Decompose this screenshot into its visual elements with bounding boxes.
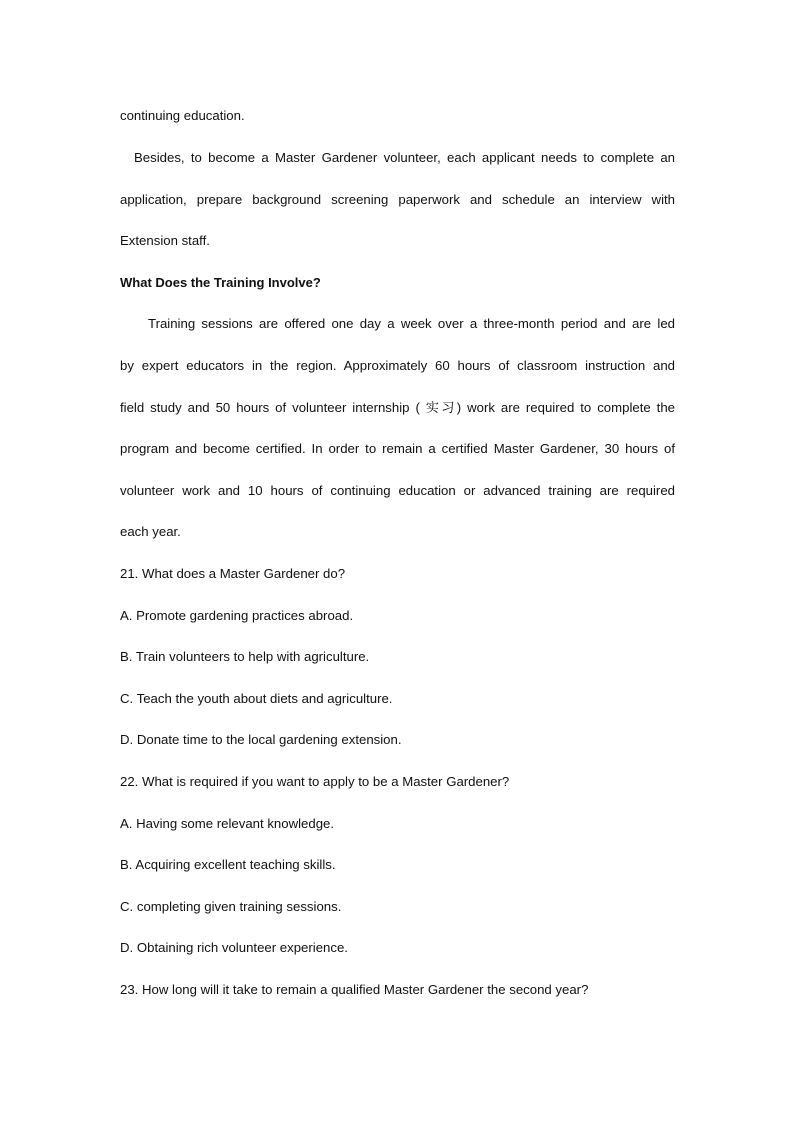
question-21-option-a: A. Promote gardening practices abroad.	[120, 608, 354, 623]
section-heading: What Does the Training Involve?	[120, 275, 321, 290]
paragraph-line: application, prepare background screening paperwork and schedule an interview with	[120, 192, 675, 207]
question-22-option-b: B. Acquiring excellent teaching skills.	[120, 857, 336, 872]
paragraph-line: volunteer work and 10 hours of continuing education or advanced training are required	[120, 483, 675, 498]
question-21-option-c: C. Teach the youth about diets and agriculture.	[120, 691, 393, 706]
question-22-option-c: C. completing given training sessions.	[120, 899, 342, 914]
question-21-option-d: D. Donate time to the local gardening extension.	[120, 732, 402, 747]
paragraph-line: Besides, to become a Master Gardener volunteer, each applicant needs to complete an	[134, 150, 675, 165]
question-22-option-d: D. Obtaining rich volunteer experience.	[120, 940, 348, 955]
paragraph-line: Extension staff.	[120, 233, 210, 248]
paragraph-line: continuing education.	[120, 108, 245, 123]
paragraph-line: each year.	[120, 524, 181, 539]
question-23: 23. How long will it take to remain a qualified Master Gardener the second year?	[120, 982, 589, 997]
paragraph-line: program and become certified. In order to remain a certified Master Gardener, 30 hours of	[120, 441, 675, 456]
question-22: 22. What is required if you want to apply to be a Master Gardener?	[120, 774, 510, 789]
paragraph-line: field study and 50 hours of volunteer internship ( 实习) work are required to complete the	[120, 400, 675, 415]
question-22-option-a: A. Having some relevant knowledge.	[120, 816, 335, 831]
question-21: 21. What does a Master Gardener do?	[120, 566, 346, 581]
paragraph-line: Training sessions are offered one day a week over a three-month period and are led	[148, 316, 675, 331]
question-21-option-b: B. Train volunteers to help with agriculture.	[120, 649, 370, 664]
paragraph-line: by expert educators in the region. Approximately 60 hours of classroom instruction and	[120, 358, 675, 373]
